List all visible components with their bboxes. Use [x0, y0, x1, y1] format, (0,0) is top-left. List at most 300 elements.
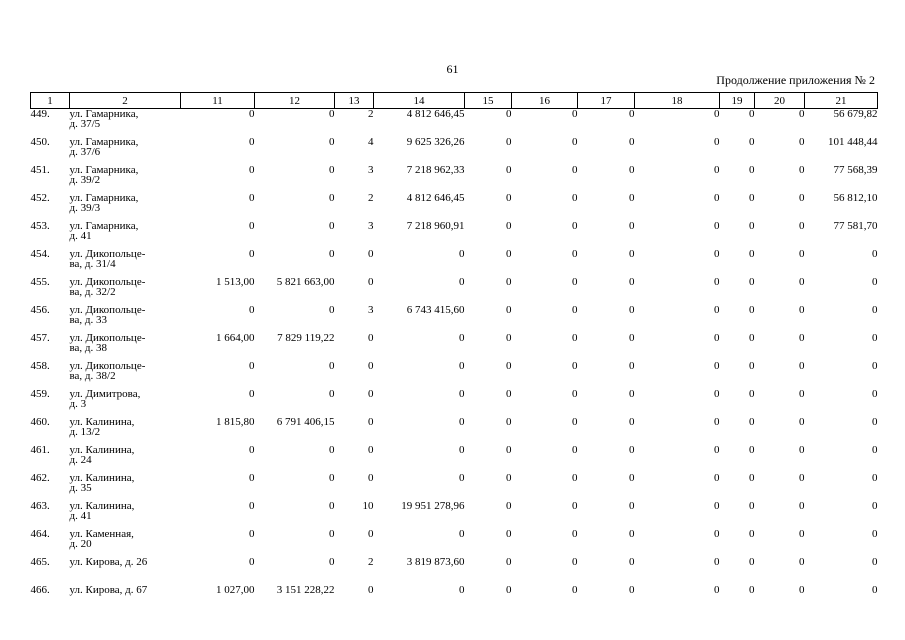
- col-header: 11: [181, 93, 255, 109]
- value-cell: 0: [749, 388, 755, 400]
- value-cell: 0: [629, 444, 635, 456]
- value-cell: 0: [329, 528, 335, 540]
- value-cell: 0: [629, 332, 635, 344]
- address-line: ул. Гамарника,: [69, 192, 139, 204]
- address-line: ул. Гамарника,: [69, 108, 139, 120]
- value-cell: 0: [506, 248, 512, 260]
- row-number: 464.: [30, 528, 50, 540]
- address-line: д. 39/3: [69, 202, 101, 214]
- table-row: [31, 249, 878, 277]
- value-cell: 2: [368, 192, 374, 204]
- value-cell: 0: [629, 108, 635, 120]
- value-cell: 0: [714, 108, 720, 120]
- value-cell: 0: [872, 584, 878, 596]
- value-cell: 0: [799, 192, 805, 204]
- col-header: 18: [635, 93, 720, 109]
- table-row: [31, 305, 878, 333]
- value-cell: 1 664,00: [216, 332, 255, 344]
- value-cell: 0: [799, 332, 805, 344]
- value-cell: 0: [459, 416, 465, 428]
- value-cell: 0: [249, 388, 255, 400]
- value-cell: 0: [506, 528, 512, 540]
- value-cell: 0: [629, 220, 635, 232]
- value-cell: 0: [249, 136, 255, 148]
- value-cell: 0: [572, 556, 578, 568]
- value-cell: 0: [749, 304, 755, 316]
- value-cell: 0: [506, 360, 512, 372]
- value-cell: 0: [749, 584, 755, 596]
- value-cell: 10: [362, 500, 374, 512]
- value-cell: 0: [249, 528, 255, 540]
- value-cell: 0: [714, 444, 720, 456]
- address-line: ул. Калинина,: [69, 472, 135, 484]
- value-cell: 0: [249, 556, 255, 568]
- value-cell: 0: [629, 164, 635, 176]
- table-row: [31, 557, 878, 585]
- address-cell: [70, 277, 181, 305]
- header-row: [31, 93, 878, 109]
- page-number: 61: [446, 62, 459, 76]
- value-cell: 0: [872, 360, 878, 372]
- address-line: ул. Дикопольце-: [69, 360, 146, 372]
- row-number: 460.: [30, 416, 50, 428]
- value-cell: 3 151 228,22: [276, 584, 335, 596]
- value-cell: 0: [459, 248, 465, 260]
- row-number: 454.: [30, 248, 50, 260]
- address-cell: [70, 249, 181, 277]
- value-cell: 0: [872, 528, 878, 540]
- value-cell: 0: [329, 136, 335, 148]
- value-cell: 77 568,39: [833, 164, 878, 176]
- value-cell: 0: [749, 332, 755, 344]
- address-line: ул. Дикопольце-: [69, 304, 146, 316]
- value-cell: 0: [714, 332, 720, 344]
- address-line: ул. Гамарника,: [69, 164, 139, 176]
- value-cell: 0: [368, 444, 374, 456]
- value-cell: 0: [459, 360, 465, 372]
- value-cell: 0: [714, 416, 720, 428]
- value-cell: 0: [459, 388, 465, 400]
- value-cell: 0: [799, 528, 805, 540]
- address-line: ул. Гамарника,: [69, 220, 139, 232]
- table-row: [31, 585, 878, 613]
- table-row: [31, 389, 878, 417]
- value-cell: 101 448,44: [828, 136, 878, 148]
- address-cell: [70, 417, 181, 445]
- address-line: ул. Дикопольце-: [69, 248, 146, 260]
- value-cell: 7 218 960,91: [406, 220, 465, 232]
- value-cell: 0: [572, 388, 578, 400]
- row-number: 453.: [30, 220, 50, 232]
- address-line: ул. Дикопольце-: [69, 276, 146, 288]
- value-cell: 0: [329, 304, 335, 316]
- value-cell: 0: [714, 164, 720, 176]
- value-cell: 0: [799, 136, 805, 148]
- address-cell: [70, 165, 181, 193]
- value-cell: 0: [749, 472, 755, 484]
- value-cell: 0: [799, 472, 805, 484]
- value-cell: 0: [572, 276, 578, 288]
- value-cell: 0: [329, 220, 335, 232]
- address-cell: [70, 501, 181, 529]
- address-line: ул. Калинина,: [69, 416, 135, 428]
- value-cell: 4 812 646,45: [406, 108, 465, 120]
- value-cell: 0: [629, 500, 635, 512]
- value-cell: 0: [249, 108, 255, 120]
- value-cell: 0: [572, 416, 578, 428]
- address-line: д. 20: [69, 538, 92, 550]
- value-cell: 0: [872, 332, 878, 344]
- data-table: [30, 92, 878, 613]
- address-line: д. 35: [69, 482, 92, 494]
- value-cell: 77 581,70: [833, 220, 878, 232]
- value-cell: 7 829 119,22: [277, 332, 335, 344]
- table-row: [31, 221, 878, 249]
- row-number: 455.: [30, 276, 50, 288]
- row-number: 465.: [30, 556, 50, 568]
- value-cell: 0: [749, 136, 755, 148]
- address-line: ул. Калинина,: [69, 444, 135, 456]
- address-cell: [70, 109, 181, 138]
- value-cell: 0: [329, 248, 335, 260]
- value-cell: 56 812,10: [833, 192, 878, 204]
- address-line: ва, д. 32/2: [69, 286, 116, 298]
- value-cell: 0: [749, 556, 755, 568]
- value-cell: 0: [629, 556, 635, 568]
- value-cell: 0: [506, 416, 512, 428]
- value-cell: 0: [329, 500, 335, 512]
- value-cell: 0: [329, 556, 335, 568]
- value-cell: 0: [329, 388, 335, 400]
- value-cell: 56 679,82: [833, 108, 878, 120]
- value-cell: 0: [714, 500, 720, 512]
- row-number: 458.: [30, 360, 50, 372]
- value-cell: 0: [572, 332, 578, 344]
- table-row: [31, 333, 878, 361]
- address-line: ул. Дикопольце-: [69, 332, 146, 344]
- address-line: ва, д. 31/4: [69, 258, 116, 270]
- value-cell: 0: [799, 164, 805, 176]
- address-cell: [70, 333, 181, 361]
- value-cell: 0: [629, 472, 635, 484]
- value-cell: 0: [249, 164, 255, 176]
- value-cell: 0: [629, 528, 635, 540]
- value-cell: 0: [872, 416, 878, 428]
- row-number: 462.: [30, 472, 50, 484]
- value-cell: 0: [368, 388, 374, 400]
- value-cell: 0: [749, 360, 755, 372]
- value-cell: 0: [629, 304, 635, 316]
- value-cell: 0: [572, 500, 578, 512]
- row-number: 466.: [30, 584, 50, 596]
- col-header: 20: [755, 93, 805, 109]
- value-cell: 0: [749, 248, 755, 260]
- address-cell: [70, 473, 181, 501]
- value-cell: 0: [506, 220, 512, 232]
- address-line: ул. Гамарника,: [69, 136, 139, 148]
- address-line: д. 41: [69, 510, 92, 522]
- value-cell: 0: [872, 276, 878, 288]
- value-cell: 0: [872, 248, 878, 260]
- value-cell: 0: [872, 304, 878, 316]
- value-cell: 0: [872, 444, 878, 456]
- value-cell: 1 815,80: [216, 416, 255, 428]
- value-cell: 0: [368, 248, 374, 260]
- value-cell: 0: [749, 192, 755, 204]
- value-cell: 0: [749, 528, 755, 540]
- value-cell: 0: [368, 332, 374, 344]
- table-row: [31, 109, 878, 138]
- value-cell: 0: [249, 500, 255, 512]
- row-number: 459.: [30, 388, 50, 400]
- value-cell: 0: [749, 276, 755, 288]
- table-row: [31, 529, 878, 557]
- address-cell: [70, 557, 181, 585]
- value-cell: 0: [459, 332, 465, 344]
- value-cell: 0: [799, 556, 805, 568]
- value-cell: 0: [749, 108, 755, 120]
- value-cell: 0: [799, 500, 805, 512]
- address-line: д. 24: [69, 454, 92, 466]
- value-cell: 0: [459, 528, 465, 540]
- value-cell: 0: [249, 360, 255, 372]
- value-cell: 0: [329, 472, 335, 484]
- value-cell: 0: [799, 444, 805, 456]
- value-cell: 0: [714, 472, 720, 484]
- value-cell: 0: [714, 276, 720, 288]
- value-cell: 3: [368, 164, 374, 176]
- table-row: [31, 165, 878, 193]
- col-header: 12: [255, 93, 335, 109]
- address-line: д. 41: [69, 230, 92, 242]
- address-cell: [70, 361, 181, 389]
- col-header: 21: [805, 93, 878, 109]
- value-cell: 0: [329, 164, 335, 176]
- row-number: 461.: [30, 444, 50, 456]
- value-cell: 0: [506, 108, 512, 120]
- value-cell: 1 027,00: [216, 584, 255, 596]
- value-cell: 0: [629, 388, 635, 400]
- value-cell: 0: [506, 332, 512, 344]
- value-cell: 0: [629, 192, 635, 204]
- value-cell: 0: [249, 220, 255, 232]
- value-cell: 0: [506, 276, 512, 288]
- value-cell: 0: [629, 248, 635, 260]
- value-cell: 0: [249, 304, 255, 316]
- value-cell: 0: [329, 108, 335, 120]
- value-cell: 0: [799, 220, 805, 232]
- value-cell: 6 743 415,60: [406, 304, 465, 316]
- value-cell: 6 791 406,15: [276, 416, 335, 428]
- address-cell: [70, 305, 181, 333]
- address-line: ул. Каменная,: [69, 528, 134, 540]
- value-cell: 0: [799, 416, 805, 428]
- value-cell: 0: [368, 528, 374, 540]
- value-cell: 0: [572, 164, 578, 176]
- value-cell: 4 812 646,45: [406, 192, 465, 204]
- col-header: 16: [512, 93, 578, 109]
- row-number: 451.: [30, 164, 50, 176]
- value-cell: 0: [872, 556, 878, 568]
- row-number: 452.: [30, 192, 50, 204]
- value-cell: 0: [629, 360, 635, 372]
- address-line: д. 37/5: [69, 118, 101, 130]
- value-cell: 0: [572, 444, 578, 456]
- col-header: 15: [465, 93, 512, 109]
- value-cell: 3 819 873,60: [406, 556, 465, 568]
- col-header: 19: [720, 93, 755, 109]
- value-cell: 3: [368, 220, 374, 232]
- address-line: ул. Кирова, д. 67: [69, 584, 148, 596]
- value-cell: 0: [329, 360, 335, 372]
- value-cell: 0: [629, 584, 635, 596]
- row-number: 463.: [30, 500, 50, 512]
- value-cell: 0: [506, 136, 512, 148]
- col-header: 17: [578, 93, 635, 109]
- address-line: ул. Димитрова,: [69, 388, 141, 400]
- value-cell: 0: [506, 192, 512, 204]
- value-cell: 0: [714, 220, 720, 232]
- value-cell: 0: [572, 528, 578, 540]
- value-cell: 0: [714, 556, 720, 568]
- value-cell: 19 951 278,96: [401, 500, 465, 512]
- value-cell: 0: [459, 584, 465, 596]
- value-cell: 0: [629, 416, 635, 428]
- table-row: [31, 417, 878, 445]
- value-cell: 0: [249, 192, 255, 204]
- value-cell: 0: [368, 360, 374, 372]
- value-cell: 2: [368, 108, 374, 120]
- table-row: [31, 137, 878, 165]
- value-cell: 1 513,00: [216, 276, 255, 288]
- appendix-caption: Продолжение приложения № 2: [716, 73, 875, 87]
- value-cell: 0: [572, 248, 578, 260]
- value-cell: 0: [714, 528, 720, 540]
- value-cell: 0: [714, 192, 720, 204]
- value-cell: 0: [629, 276, 635, 288]
- address-line: ва, д. 38: [69, 342, 108, 354]
- address-line: д. 37/6: [69, 146, 101, 158]
- address-line: д. 13/2: [69, 426, 101, 438]
- col-header: 13: [335, 93, 374, 109]
- address-line: ул. Калинина,: [69, 500, 135, 512]
- value-cell: 0: [799, 108, 805, 120]
- address-line: ва, д. 38/2: [69, 370, 116, 382]
- value-cell: 0: [749, 164, 755, 176]
- value-cell: 0: [329, 444, 335, 456]
- value-cell: 0: [506, 444, 512, 456]
- row-number: 457.: [30, 332, 50, 344]
- value-cell: 0: [714, 136, 720, 148]
- value-cell: 0: [799, 388, 805, 400]
- address-line: ул. Кирова, д. 26: [69, 556, 148, 568]
- value-cell: 0: [506, 304, 512, 316]
- value-cell: 0: [572, 192, 578, 204]
- table-row: [31, 193, 878, 221]
- value-cell: 0: [249, 472, 255, 484]
- value-cell: 0: [572, 304, 578, 316]
- value-cell: 0: [872, 388, 878, 400]
- table-row: [31, 277, 878, 305]
- value-cell: 0: [872, 500, 878, 512]
- col-header: 14: [374, 93, 465, 109]
- value-cell: 2: [368, 556, 374, 568]
- value-cell: 0: [506, 164, 512, 176]
- value-cell: 0: [714, 584, 720, 596]
- address-line: д. 39/2: [69, 174, 101, 186]
- value-cell: 0: [572, 108, 578, 120]
- value-cell: 0: [714, 388, 720, 400]
- value-cell: 0: [714, 248, 720, 260]
- value-cell: 0: [368, 472, 374, 484]
- address-cell: [70, 445, 181, 473]
- value-cell: 0: [368, 584, 374, 596]
- address-line: ва, д. 33: [69, 314, 108, 326]
- address-cell: [70, 137, 181, 165]
- value-cell: 0: [506, 584, 512, 596]
- value-cell: 0: [749, 500, 755, 512]
- value-cell: 0: [368, 276, 374, 288]
- address-cell: [70, 529, 181, 557]
- table-row: [31, 445, 878, 473]
- value-cell: 3: [368, 304, 374, 316]
- value-cell: 0: [329, 192, 335, 204]
- value-cell: 4: [368, 136, 374, 148]
- value-cell: 0: [572, 472, 578, 484]
- value-cell: 9 625 326,26: [406, 136, 465, 148]
- value-cell: 0: [459, 276, 465, 288]
- value-cell: 0: [799, 360, 805, 372]
- address-cell: [70, 585, 181, 613]
- table-row: [31, 361, 878, 389]
- value-cell: 0: [714, 304, 720, 316]
- value-cell: 0: [249, 444, 255, 456]
- value-cell: 0: [249, 248, 255, 260]
- value-cell: 0: [749, 444, 755, 456]
- value-cell: 5 821 663,00: [276, 276, 335, 288]
- value-cell: 0: [506, 388, 512, 400]
- col-header: 2: [70, 93, 181, 109]
- row-number: 450.: [30, 136, 50, 148]
- value-cell: 0: [368, 416, 374, 428]
- value-cell: 0: [799, 304, 805, 316]
- value-cell: 0: [572, 220, 578, 232]
- row-number: 449.: [30, 108, 50, 120]
- value-cell: 7 218 962,33: [406, 164, 465, 176]
- value-cell: 0: [572, 360, 578, 372]
- value-cell: 0: [506, 472, 512, 484]
- table-row: [31, 501, 878, 529]
- col-header: 1: [31, 93, 70, 109]
- value-cell: 0: [506, 556, 512, 568]
- address-cell: [70, 193, 181, 221]
- address-cell: [70, 221, 181, 249]
- value-cell: 0: [749, 416, 755, 428]
- value-cell: 0: [629, 136, 635, 148]
- value-cell: 0: [459, 472, 465, 484]
- value-cell: 0: [799, 276, 805, 288]
- value-cell: 0: [799, 584, 805, 596]
- value-cell: 0: [799, 248, 805, 260]
- value-cell: 0: [572, 136, 578, 148]
- value-cell: 0: [459, 444, 465, 456]
- address-cell: [70, 389, 181, 417]
- value-cell: 0: [506, 500, 512, 512]
- value-cell: 0: [572, 584, 578, 596]
- value-cell: 0: [872, 472, 878, 484]
- value-cell: 0: [714, 360, 720, 372]
- address-line: д. 3: [69, 398, 87, 410]
